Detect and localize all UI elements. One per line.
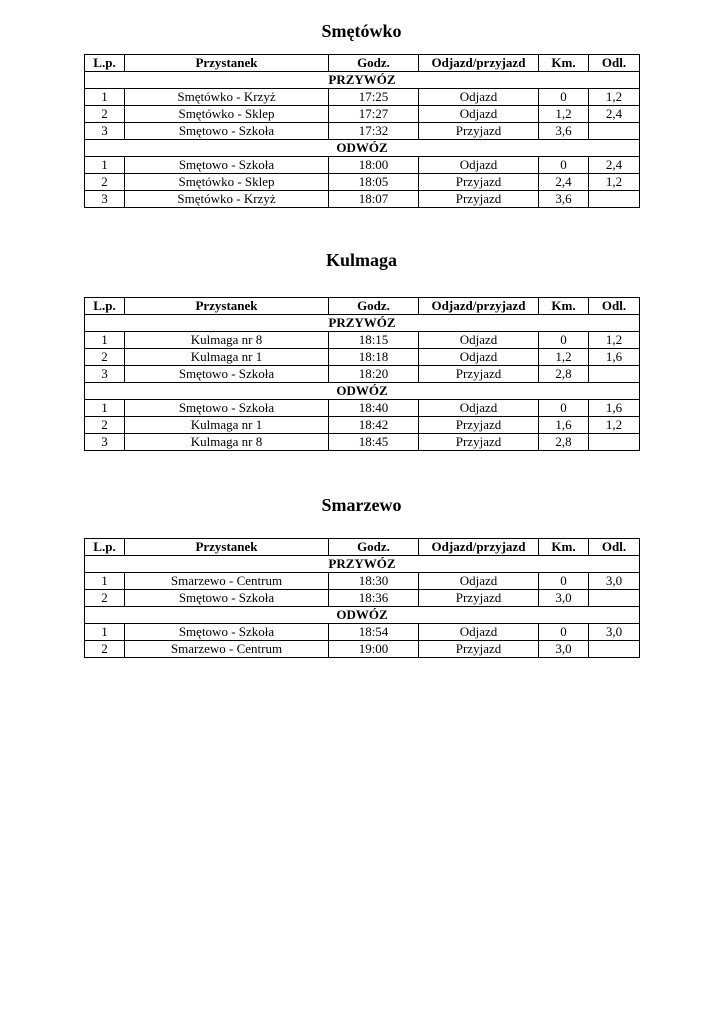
table-row xyxy=(85,573,640,590)
cell-time: 18:15 xyxy=(329,332,419,349)
cell-stop: Kulmaga nr 1 xyxy=(125,417,329,434)
cell-direction: Odjazd xyxy=(419,349,539,366)
cell-lp: 1 xyxy=(85,573,125,590)
group-row xyxy=(85,556,640,573)
cell-distance xyxy=(589,123,640,140)
table-row xyxy=(85,123,640,140)
cell-km: 3,0 xyxy=(539,590,589,607)
cell-stop: Kulmaga nr 8 xyxy=(125,434,329,451)
schedule-table xyxy=(84,297,640,451)
table-row xyxy=(85,89,640,106)
group-row xyxy=(85,140,640,157)
header-stop: Przystanek xyxy=(125,55,329,72)
cell-lp: 1 xyxy=(85,157,125,174)
cell-lp: 2 xyxy=(85,590,125,607)
schedule-section-smetowko xyxy=(84,20,639,208)
header-direction: Odjazd/przyjazd xyxy=(419,539,539,556)
header-direction: Odjazd/przyjazd xyxy=(419,298,539,315)
table-row xyxy=(85,349,640,366)
cell-stop: Kulmaga nr 8 xyxy=(125,332,329,349)
header-km: Km. xyxy=(539,55,589,72)
schedule-table xyxy=(84,54,640,208)
header-row xyxy=(85,298,640,315)
header-time: Godz. xyxy=(329,539,419,556)
cell-km: 0 xyxy=(539,573,589,590)
cell-direction: Przyjazd xyxy=(419,641,539,658)
cell-km: 0 xyxy=(539,400,589,417)
cell-time: 18:20 xyxy=(329,366,419,383)
cell-stop: Smętowo - Szkoła xyxy=(125,157,329,174)
cell-time: 17:25 xyxy=(329,89,419,106)
cell-time: 18:30 xyxy=(329,573,419,590)
group-label: PRZYWÓZ xyxy=(85,315,640,332)
cell-direction: Przyjazd xyxy=(419,123,539,140)
cell-time: 17:27 xyxy=(329,106,419,123)
cell-lp: 2 xyxy=(85,641,125,658)
group-label: PRZYWÓZ xyxy=(85,556,640,573)
header-km: Km. xyxy=(539,298,589,315)
cell-lp: 2 xyxy=(85,174,125,191)
header-lp: L.p. xyxy=(85,298,125,315)
cell-time: 18:05 xyxy=(329,174,419,191)
cell-km: 0 xyxy=(539,89,589,106)
cell-direction: Odjazd xyxy=(419,157,539,174)
cell-km: 2,4 xyxy=(539,174,589,191)
cell-direction: Odjazd xyxy=(419,400,539,417)
group-row xyxy=(85,383,640,400)
group-row xyxy=(85,315,640,332)
cell-distance: 2,4 xyxy=(589,106,640,123)
cell-lp: 1 xyxy=(85,400,125,417)
cell-time: 18:18 xyxy=(329,349,419,366)
cell-direction: Odjazd xyxy=(419,89,539,106)
header-row xyxy=(85,539,640,556)
cell-lp: 3 xyxy=(85,191,125,208)
cell-distance: 1,6 xyxy=(589,400,640,417)
cell-time: 18:40 xyxy=(329,400,419,417)
table-row xyxy=(85,417,640,434)
cell-direction: Przyjazd xyxy=(419,366,539,383)
table-row xyxy=(85,641,640,658)
cell-distance: 1,2 xyxy=(589,417,640,434)
cell-time: 18:00 xyxy=(329,157,419,174)
cell-distance: 1,6 xyxy=(589,349,640,366)
cell-time: 18:07 xyxy=(329,191,419,208)
cell-stop: Smętówko - Sklep xyxy=(125,174,329,191)
header-distance: Odl. xyxy=(589,55,640,72)
header-stop: Przystanek xyxy=(125,539,329,556)
table-row xyxy=(85,332,640,349)
schedule-table xyxy=(84,538,640,658)
table-row xyxy=(85,590,640,607)
cell-lp: 2 xyxy=(85,349,125,366)
cell-distance xyxy=(589,590,640,607)
cell-lp: 3 xyxy=(85,366,125,383)
cell-direction: Odjazd xyxy=(419,573,539,590)
cell-direction: Odjazd xyxy=(419,332,539,349)
header-lp: L.p. xyxy=(85,55,125,72)
cell-time: 18:42 xyxy=(329,417,419,434)
cell-km: 2,8 xyxy=(539,366,589,383)
header-row xyxy=(85,55,640,72)
cell-distance xyxy=(589,641,640,658)
header-lp: L.p. xyxy=(85,539,125,556)
cell-distance xyxy=(589,366,640,383)
cell-stop: Kulmaga nr 1 xyxy=(125,349,329,366)
cell-distance: 3,0 xyxy=(589,624,640,641)
table-row xyxy=(85,174,640,191)
cell-lp: 1 xyxy=(85,624,125,641)
cell-stop: Smętowo - Szkoła xyxy=(125,123,329,140)
cell-stop: Smętowo - Szkoła xyxy=(125,590,329,607)
cell-time: 17:32 xyxy=(329,123,419,140)
cell-stop: Smętowo - Szkoła xyxy=(125,624,329,641)
cell-km: 1,2 xyxy=(539,349,589,366)
cell-lp: 3 xyxy=(85,434,125,451)
cell-km: 0 xyxy=(539,624,589,641)
cell-km: 2,8 xyxy=(539,434,589,451)
cell-time: 18:45 xyxy=(329,434,419,451)
cell-stop: Smętowo - Szkoła xyxy=(125,366,329,383)
section-title: Kulmaga xyxy=(325,250,397,270)
cell-time: 18:54 xyxy=(329,624,419,641)
cell-km: 0 xyxy=(539,332,589,349)
cell-lp: 2 xyxy=(85,417,125,434)
table-row xyxy=(85,624,640,641)
table-row xyxy=(85,400,640,417)
cell-direction: Przyjazd xyxy=(419,174,539,191)
section-title: Smętówko xyxy=(321,21,402,41)
header-km: Km. xyxy=(539,539,589,556)
schedule-section-kulmaga xyxy=(84,249,639,451)
cell-distance: 3,0 xyxy=(589,573,640,590)
cell-lp: 1 xyxy=(85,89,125,106)
group-label: PRZYWÓZ xyxy=(85,72,640,89)
cell-distance: 1,2 xyxy=(589,332,640,349)
table-row xyxy=(85,434,640,451)
cell-stop: Smętówko - Sklep xyxy=(125,106,329,123)
cell-stop: Smarzewo - Centrum xyxy=(125,573,329,590)
group-row xyxy=(85,72,640,89)
cell-direction: Odjazd xyxy=(419,624,539,641)
header-distance: Odl. xyxy=(589,298,640,315)
cell-stop: Smętówko - Krzyż xyxy=(125,191,329,208)
cell-lp: 1 xyxy=(85,332,125,349)
cell-time: 19:00 xyxy=(329,641,419,658)
cell-distance: 1,2 xyxy=(589,174,640,191)
section-title: Smarzewo xyxy=(321,495,402,515)
cell-time: 18:36 xyxy=(329,590,419,607)
cell-direction: Przyjazd xyxy=(419,590,539,607)
group-row xyxy=(85,607,640,624)
cell-direction: Odjazd xyxy=(419,106,539,123)
cell-direction: Przyjazd xyxy=(419,434,539,451)
table-row xyxy=(85,157,640,174)
cell-distance: 1,2 xyxy=(589,89,640,106)
cell-distance xyxy=(589,434,640,451)
cell-distance xyxy=(589,191,640,208)
header-stop: Przystanek xyxy=(125,298,329,315)
header-direction: Odjazd/przyjazd xyxy=(419,55,539,72)
group-label: ODWÓZ xyxy=(85,607,640,624)
cell-km: 3,6 xyxy=(539,123,589,140)
cell-lp: 2 xyxy=(85,106,125,123)
header-time: Godz. xyxy=(329,298,419,315)
table-row xyxy=(85,106,640,123)
cell-km: 3,0 xyxy=(539,641,589,658)
table-row xyxy=(85,191,640,208)
cell-km: 1,2 xyxy=(539,106,589,123)
table-row xyxy=(85,366,640,383)
cell-direction: Przyjazd xyxy=(419,191,539,208)
group-label: ODWÓZ xyxy=(85,383,640,400)
cell-km: 0 xyxy=(539,157,589,174)
cell-km: 3,6 xyxy=(539,191,589,208)
cell-stop: Smarzewo - Centrum xyxy=(125,641,329,658)
header-distance: Odl. xyxy=(589,539,640,556)
cell-distance: 2,4 xyxy=(589,157,640,174)
cell-direction: Przyjazd xyxy=(419,417,539,434)
header-time: Godz. xyxy=(329,55,419,72)
cell-lp: 3 xyxy=(85,123,125,140)
cell-stop: Smętówko - Krzyż xyxy=(125,89,329,106)
cell-km: 1,6 xyxy=(539,417,589,434)
schedule-section-smarzewo xyxy=(84,494,639,658)
group-label: ODWÓZ xyxy=(85,140,640,157)
cell-stop: Smętowo - Szkoła xyxy=(125,400,329,417)
